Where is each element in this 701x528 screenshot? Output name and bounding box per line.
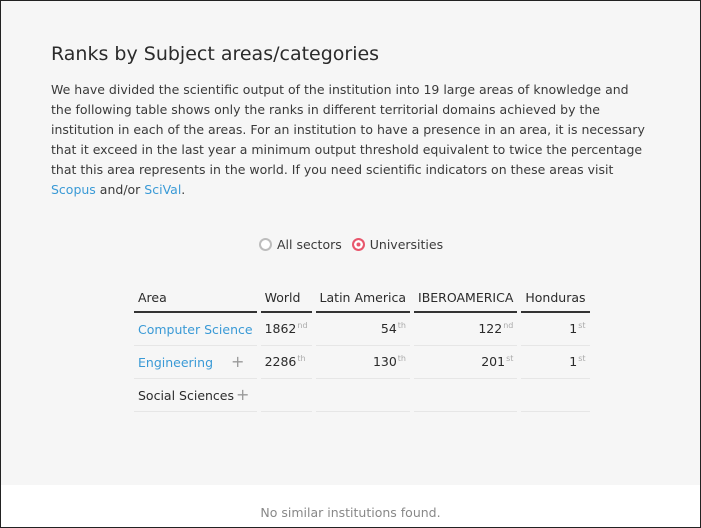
world-rank-suffix: nd	[297, 321, 308, 331]
honduras-rank-cell	[521, 313, 589, 346]
ibero-rank-cell	[414, 313, 517, 346]
header-iberoamerica: IBEROAMERICA	[414, 285, 517, 313]
area-label-social-sciences: Social Sciences	[138, 387, 235, 403]
world-rank-cell	[261, 313, 312, 346]
radio-all-sectors-label: All sectors	[277, 237, 342, 252]
expand-plus-icon[interactable]: +	[231, 351, 245, 371]
area-link-engineering[interactable]: Engineering	[138, 354, 213, 370]
latam-rank-cell	[316, 313, 410, 346]
scopus-link[interactable]: Scopus	[51, 182, 96, 197]
header-honduras: Honduras	[521, 285, 589, 313]
header-latin-america: Latin America	[316, 285, 410, 313]
area-cell	[134, 379, 257, 412]
world-rank: 1862	[264, 321, 297, 337]
description-end: .	[181, 182, 186, 197]
world-rank-cell	[261, 379, 312, 412]
area-link-computer-science[interactable]: Computer Science	[138, 321, 253, 337]
latam-rank-suffix: th	[397, 354, 407, 364]
table-header-row	[134, 285, 590, 313]
honduras-rank: 1	[569, 321, 578, 337]
section-description	[51, 80, 651, 200]
world-rank: 2286	[264, 354, 297, 370]
radio-universities-circle[interactable]	[352, 238, 365, 251]
header-world: World	[261, 285, 312, 313]
ibero-rank-cell	[414, 379, 517, 412]
ibero-rank: 201	[481, 354, 506, 370]
description-text: We have divided the scientific output of the institution into 19 large areas of knowledge and the following table shows only the ranks in different territorial domains achieved by the institution in each of the areas. For an institution to have a presence in an area, it is necessary that it exceed in the last year a minimum output threshold equivalent to twice the percentage that this area represents in the world. If you need scientific indicators on these areas visit	[51, 82, 645, 177]
world-rank-cell	[261, 346, 312, 379]
section-title: Ranks by Subject areas/categories	[51, 43, 380, 65]
latam-rank: 54	[380, 321, 397, 337]
ibero-rank-suffix: nd	[503, 321, 514, 331]
honduras-rank-cell	[521, 379, 589, 412]
ibero-rank-suffix: st	[506, 354, 514, 364]
header-area: Area	[134, 285, 257, 313]
radio-all-sectors-circle[interactable]	[259, 238, 272, 251]
latam-rank-cell	[316, 379, 410, 412]
honduras-rank-suffix: st	[578, 321, 586, 331]
sector-filter	[259, 237, 443, 252]
latam-rank: 130	[372, 354, 397, 370]
latam-rank-suffix: th	[397, 321, 407, 331]
honduras-rank-suffix: st	[578, 354, 586, 364]
world-rank-suffix: th	[297, 354, 306, 364]
latam-rank-cell	[316, 346, 410, 379]
expand-plus-icon[interactable]: +	[236, 384, 250, 404]
area-cell	[134, 313, 257, 346]
ibero-rank-cell	[414, 346, 517, 379]
ibero-rank: 122	[478, 321, 503, 337]
ranks-table	[130, 285, 594, 412]
honduras-rank: 1	[569, 354, 578, 370]
no-similar-institutions-message: No similar institutions found.	[260, 505, 441, 520]
radio-universities[interactable]	[352, 237, 443, 252]
content-panel	[1, 1, 700, 485]
table-row	[134, 379, 590, 412]
radio-universities-label: Universities	[369, 237, 444, 252]
radio-all-sectors[interactable]	[259, 237, 342, 252]
area-cell	[134, 346, 257, 379]
description-and: and/or	[95, 182, 145, 197]
table-row	[134, 313, 590, 346]
honduras-rank-cell	[521, 346, 589, 379]
table-row	[134, 346, 590, 379]
scival-link[interactable]: SciVal	[144, 182, 182, 197]
